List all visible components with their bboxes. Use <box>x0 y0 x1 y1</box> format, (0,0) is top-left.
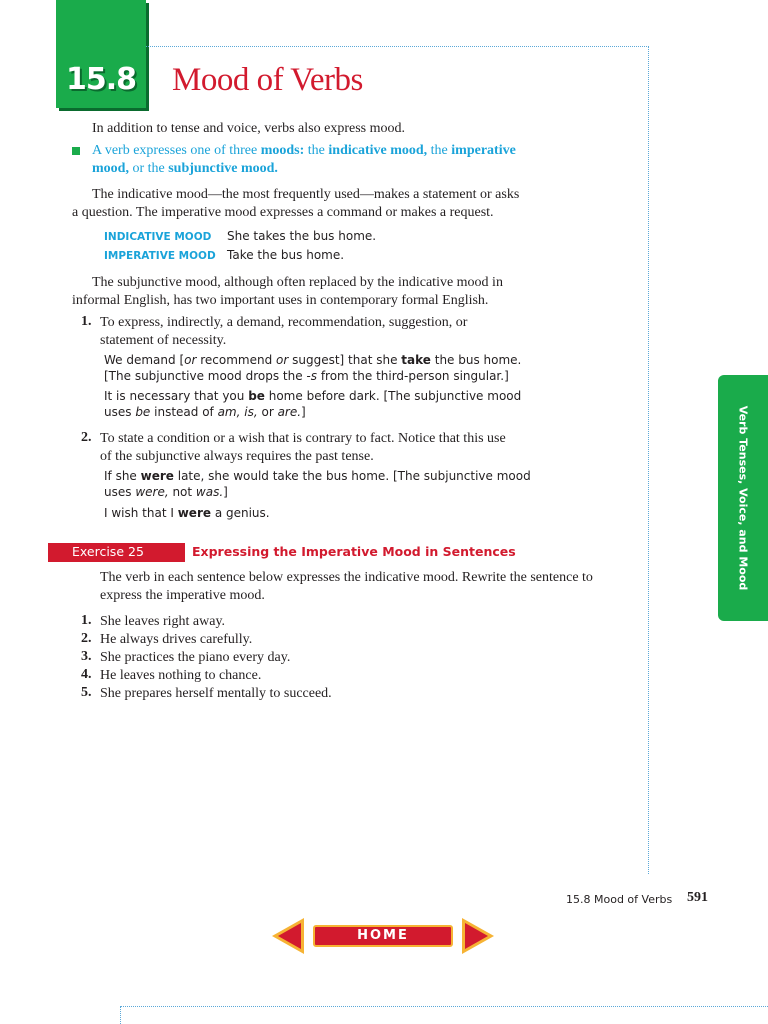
example-text: suggest] that she <box>288 353 402 367</box>
example-italic: was. <box>195 485 224 499</box>
chapter-tab-label: Verb Tenses, Voice, and Mood <box>736 405 750 591</box>
use-line: To state a condition or a wish that is contrary to fact. Notice that this use <box>100 431 506 446</box>
section-number: 15.8 <box>66 62 137 97</box>
home-button[interactable]: HOME <box>313 925 453 947</box>
rule-term-subjunctive: subjunctive mood. <box>168 161 278 176</box>
intro-text: In addition to tense and voice, verbs also express mood. <box>92 121 405 136</box>
exercise-item-number: 1. <box>81 613 92 628</box>
example-text: I wish that I <box>104 506 178 520</box>
example-label-indicative: INDICATIVE MOOD <box>104 231 212 243</box>
exercise-item: She leaves right away. <box>100 614 226 629</box>
example-text: late, she would take the bus home. [The subjunctive mood <box>173 469 531 483</box>
list-number: 2. <box>81 430 92 445</box>
exercise-item: She practices the piano every day. <box>100 650 291 665</box>
exercise-item: He leaves nothing to chance. <box>100 668 262 683</box>
page-navigation <box>270 916 496 956</box>
rule-term-moods: moods: <box>260 143 305 158</box>
rule-term-indicative: indicative mood, <box>328 143 428 158</box>
example-note <box>104 484 228 500</box>
example-italic: be <box>135 405 151 419</box>
example-text: home before dark. [The subjunctive mood <box>264 389 522 403</box>
paragraph-line: a question. The imperative mood expresses a command or makes a request. <box>72 205 494 220</box>
example-note <box>104 404 306 420</box>
rule-line-2 <box>92 160 278 178</box>
paragraph-line: The indicative mood—the most frequently used—makes a statement or asks <box>92 187 520 202</box>
exercise-label: Exercise 25 <box>72 544 144 559</box>
example-note <box>104 368 509 384</box>
exercise-item-number: 5. <box>81 685 92 700</box>
example-text-imperative: Take the bus home. <box>227 248 345 262</box>
rule-text: or the <box>128 161 169 176</box>
exercise-item-number: 4. <box>81 667 92 682</box>
example-italic: am, is, <box>217 405 258 419</box>
use-line: statement of necessity. <box>100 333 227 348</box>
example-text: uses <box>104 485 136 499</box>
example-text: We demand [ <box>104 353 185 367</box>
rule-term-imperative: mood, <box>92 161 129 176</box>
example-text: or <box>257 405 278 419</box>
example-text: not <box>168 485 196 499</box>
rule-text: A verb expresses one of three <box>92 143 261 158</box>
example-italic: were, <box>135 485 169 499</box>
example-text: ] <box>223 485 228 499</box>
example-bold: take <box>401 353 431 367</box>
use-line: of the subjunctive always requires the past tense. <box>100 449 374 464</box>
left-arrow-icon[interactable] <box>270 916 306 956</box>
example-text: ] <box>301 405 306 419</box>
example-sentence <box>104 468 531 484</box>
example-text: recommend <box>196 353 277 367</box>
example-sentence <box>104 388 521 404</box>
example-italic: or <box>276 353 289 367</box>
frame-border-right <box>648 46 649 874</box>
right-arrow-icon[interactable] <box>460 916 496 956</box>
example-text: If she <box>104 469 141 483</box>
example-text: the bus home. <box>430 353 522 367</box>
example-sentence <box>104 352 521 368</box>
exercise-item-number: 2. <box>81 631 92 646</box>
chapter-tab[interactable] <box>718 375 768 621</box>
page-number: 591 <box>687 890 708 905</box>
footer-section-label: 15.8 Mood of Verbs <box>566 893 673 906</box>
rule-line-1 <box>92 142 516 160</box>
list-number: 1. <box>81 314 92 329</box>
page-title: Mood of Verbs <box>172 62 363 98</box>
exercise-item: He always drives carefully. <box>100 632 253 647</box>
exercise-instructions: express the imperative mood. <box>100 588 265 603</box>
example-sentence <box>104 505 270 521</box>
example-italic: -s <box>306 369 317 383</box>
exercise-title: Expressing the Imperative Mood in Sentences <box>192 544 516 559</box>
example-italic: are. <box>277 405 302 419</box>
frame-border-top <box>146 46 649 47</box>
example-text: uses <box>104 405 136 419</box>
exercise-item: She prepares herself mentally to succeed. <box>100 686 332 701</box>
rule-term-imperative: imperative <box>451 143 516 158</box>
exercise-label-bar <box>48 543 185 562</box>
rule-text: the <box>427 143 452 158</box>
paragraph-line: informal English, has two important uses in contemporary formal English. <box>72 293 489 308</box>
example-text: from the third-person singular.] <box>317 369 509 383</box>
example-italic: or <box>184 353 197 367</box>
exercise-item-number: 3. <box>81 649 92 664</box>
example-text: It is necessary that you <box>104 389 249 403</box>
example-text: a genius. <box>211 506 270 520</box>
example-bold: were <box>140 469 174 483</box>
example-text-indicative: She takes the bus home. <box>227 229 377 243</box>
rule-bullet <box>72 147 80 155</box>
example-label-imperative: IMPERATIVE MOOD <box>104 250 216 262</box>
use-line: To express, indirectly, a demand, recommendation, suggestion, or <box>100 315 468 330</box>
paragraph-line: The subjunctive mood, although often replaced by the indicative mood in <box>92 275 503 290</box>
exercise-instructions: The verb in each sentence below expresses the indicative mood. Rewrite the sentence to <box>100 570 593 585</box>
frame-border-left <box>120 1006 121 1024</box>
example-bold: were <box>177 506 211 520</box>
rule-text: the <box>304 143 329 158</box>
example-text: instead of <box>150 405 218 419</box>
example-text: [The subjunctive mood drops the <box>104 369 307 383</box>
frame-border-bottom <box>120 1006 768 1007</box>
example-bold: be <box>248 389 265 403</box>
